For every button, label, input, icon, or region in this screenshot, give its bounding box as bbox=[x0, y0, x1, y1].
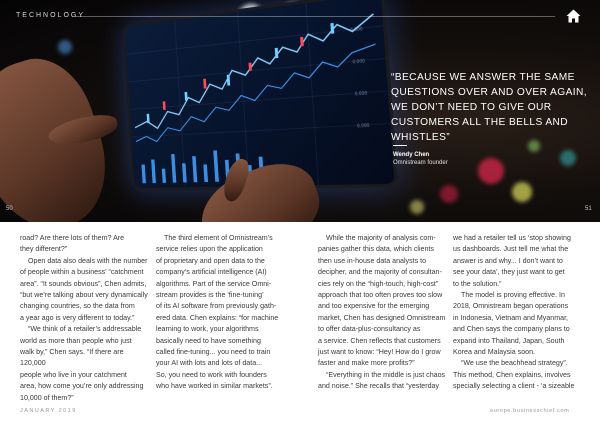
bokeh-light bbox=[478, 158, 504, 184]
page-number-right: 51 bbox=[585, 206, 592, 212]
quote-author-role: Omnistream founder bbox=[393, 160, 448, 166]
article-column-2 bbox=[156, 233, 286, 393]
bokeh-light bbox=[560, 150, 576, 166]
paragraph: While the majority of analysis com- panies gather this data, which clients then use in-house data analysts to decipher, and the majority of consultan- cies rely on the “high-touch, high-cost” approach that too often proves too slow and too expensive for the emerging market, Chen has designed Omnistream to offer data-plus-consultancy as a service. Chen reflects that customers just want to know: “Hey! How do I grow faster and make more profits?” bbox=[318, 234, 446, 368]
paragraph: “Everything in the middle is just chaos and noise.” She recalls that “yesterday bbox=[318, 370, 446, 391]
footer-website[interactable]: europe.businesschief.com bbox=[490, 408, 570, 414]
paragraph: Open data also deals with the number of people within a business’ “catchment area”. “It sounds obvious”, Chen admits, “but we’re talking about very dynamically changing countries, so the data from a year ago is very different to today.” bbox=[20, 256, 148, 322]
paragraph: “We use the beachhead strategy”. This method, Chen explains, involves specially selecting a client - ‘a sizeable bbox=[453, 359, 575, 391]
article-column-4 bbox=[453, 233, 583, 393]
svg-text:0.000: 0.000 bbox=[352, 58, 366, 65]
paragraph: road? Are there lots of them? Are they different?” bbox=[20, 234, 125, 254]
svg-text:0.000: 0.000 bbox=[356, 123, 370, 129]
quote-divider bbox=[393, 145, 407, 146]
section-tag: TECHNOLOGY bbox=[16, 12, 86, 19]
header-rule bbox=[75, 16, 555, 17]
tablet-screen bbox=[122, 0, 398, 191]
svg-text:0.000: 0.000 bbox=[350, 26, 363, 33]
bokeh-light bbox=[512, 182, 532, 202]
pull-quote: “BECAUSE WE ANSWER THE SAME QUESTIONS OVER AND OVER AGAIN, WE DON’T NEED TO GIVE OUR CUSTOMERS ALL THE BELLS AND WHISTLES” bbox=[391, 72, 587, 143]
page-number-left: 50 bbox=[6, 206, 13, 212]
article-column-3 bbox=[318, 233, 448, 393]
quote-author: Wendy Chen bbox=[393, 152, 430, 158]
bokeh-light bbox=[410, 200, 424, 214]
svg-text:0.000: 0.000 bbox=[354, 91, 368, 97]
stock-chart-graphic bbox=[125, 0, 395, 188]
paragraph: The third element of Omnistream’s service relies upon the application of proprietary and open data to the company’s artificial intelligence (AI) algorithms. Part of the service Omni- stream provides is the ‘fine-tuning’ of its AI software from previously gath- ered data. Chen explains: “for machine learning to work, your algorithms basically need to have something called fine-tuning... you need to train your AI with lots and lots of data... So, you need to work with founders who have worked in similar markets”. bbox=[156, 234, 279, 391]
home-icon[interactable] bbox=[566, 9, 581, 23]
bokeh-light bbox=[58, 40, 72, 54]
paragraph: we had a retailer tell us ‘stop showing us dashboards. Just tell me what the answer is and why... I don’t want to see your data’, they just want to get to the solution.” bbox=[453, 234, 571, 288]
bokeh-light bbox=[440, 185, 458, 203]
paragraph: The model is proving effective. In 2018, Omnistream began operations in Indonesia, Vietnam and Myanmar, and Chen says the company plans to expand into Thailand, Japan, South Korea and Malaysia soon. bbox=[453, 291, 570, 357]
footer-issue-date: JANUARY 2019 bbox=[20, 408, 77, 414]
article-column-1 bbox=[20, 233, 150, 404]
paragraph: “We think of a retailer’s addressable world as more than people who just walk by,” Chen says. “If there are 120,000 people who live in your catchment area, how come you’re only addressing 10,000 of them?” bbox=[20, 325, 144, 402]
